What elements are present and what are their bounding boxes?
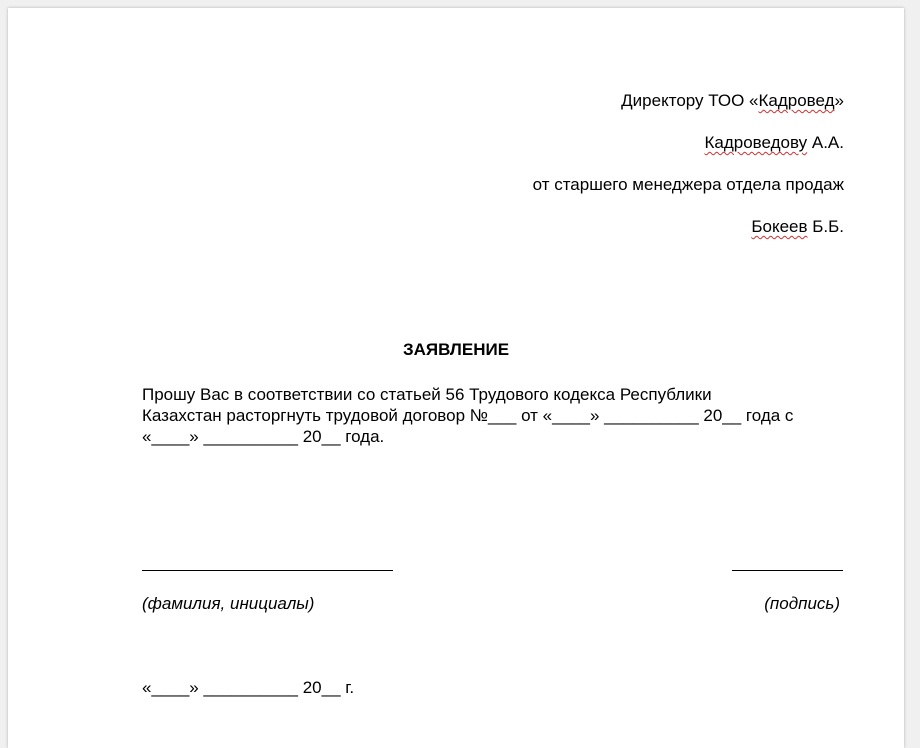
sender-position-line: от старшего менеджера отдела продаж <box>532 175 844 194</box>
body-line-2: Казахстан расторгнуть трудовой договор №___ от «____» __________ 20__ года с <box>142 406 794 425</box>
addressee-prefix: Директору ТОО « <box>621 91 759 110</box>
sender-name-line <box>751 217 844 237</box>
document-page <box>8 8 904 748</box>
company-name: Кадровед <box>758 91 835 110</box>
sender-surname: Бокеев <box>751 217 808 236</box>
director-initials: А.А. <box>807 133 844 152</box>
statement-body <box>142 384 793 447</box>
signature-caption: (подпись) <box>764 594 840 613</box>
addressee-suffix: » <box>834 91 844 110</box>
signature-line <box>732 570 843 571</box>
name-caption: (фамилия, инициалы) <box>142 594 315 613</box>
sender-initials: Б.Б. <box>807 217 844 236</box>
document-title: ЗАЯВЛЕНИЕ <box>402 340 510 359</box>
name-signature-line <box>142 570 393 571</box>
director-surname: Кадроведову <box>704 133 808 152</box>
director-name-line <box>705 133 845 153</box>
date-line: «____» __________ 20__ г. <box>142 678 355 697</box>
body-line-3: «____» __________ 20__ года. <box>142 427 385 446</box>
body-line-1: Прошу Вас в соответствии со статьей 56 Трудового кодекса Республики <box>142 385 712 404</box>
addressee-line <box>621 91 844 111</box>
